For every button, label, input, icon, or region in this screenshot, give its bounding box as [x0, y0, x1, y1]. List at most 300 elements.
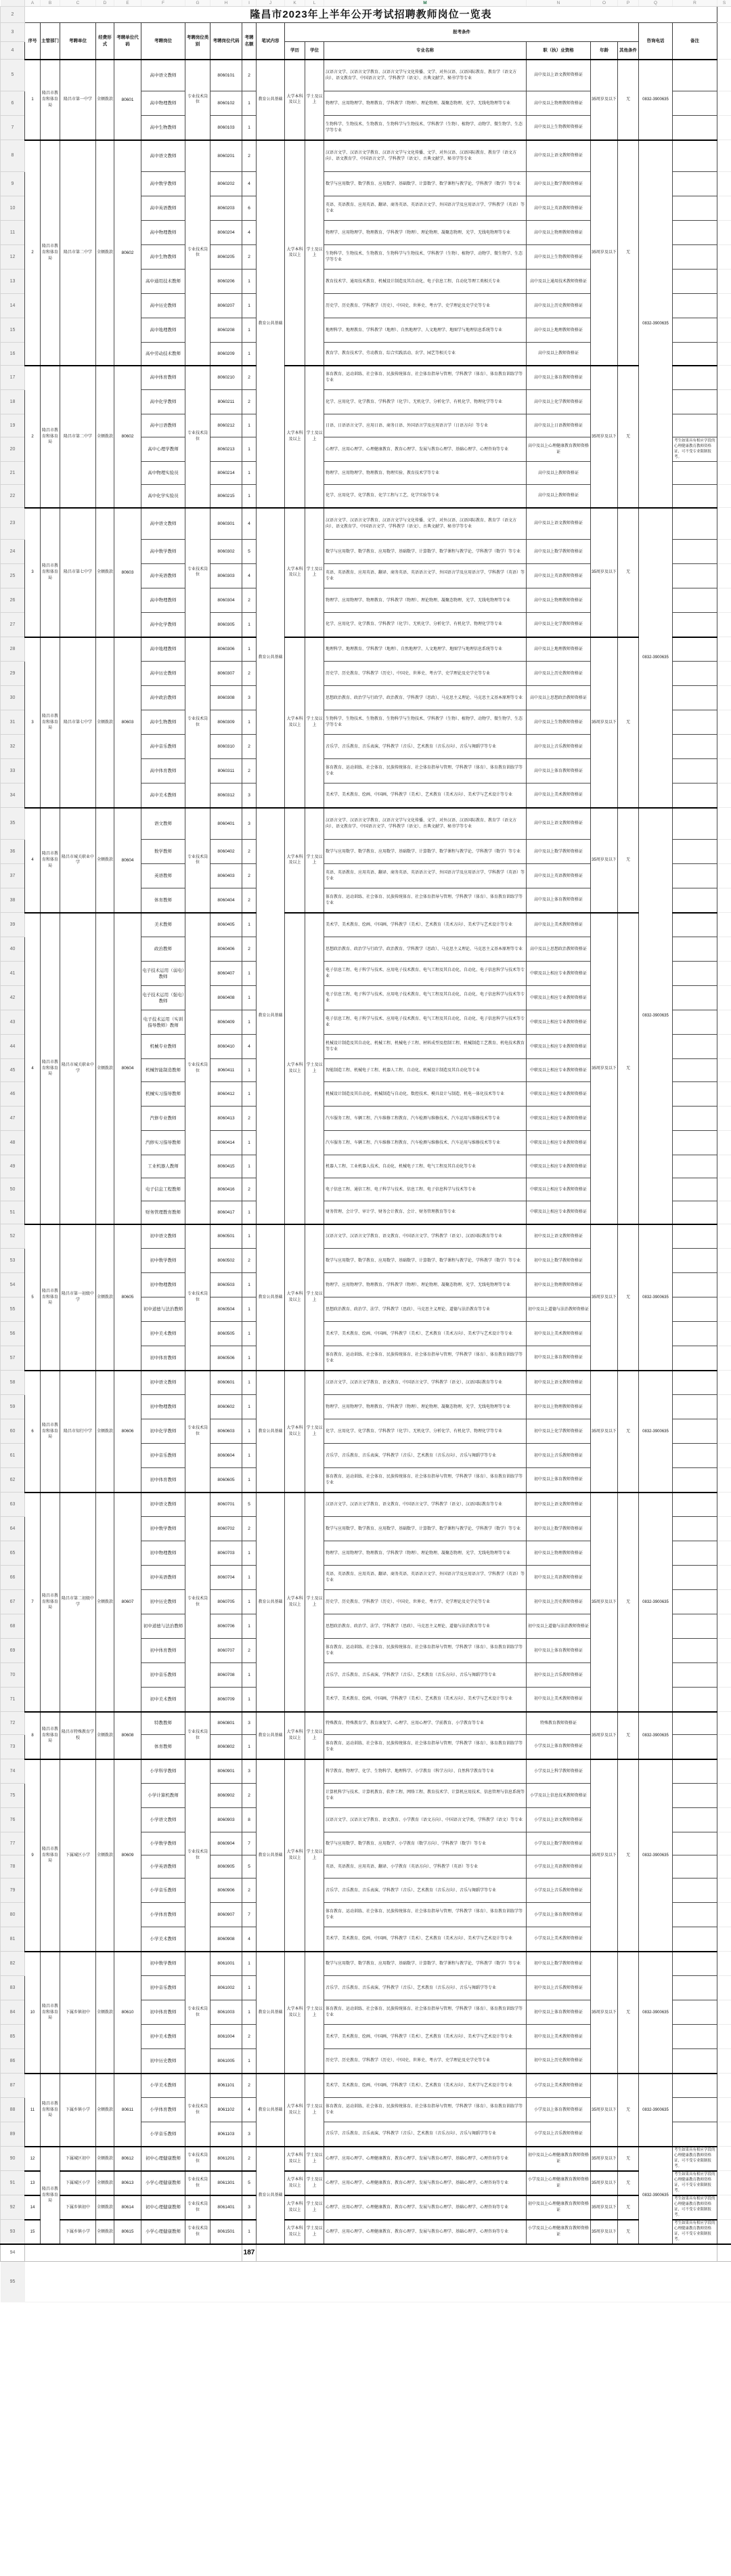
cell-quota[interactable]: 2 — [242, 937, 257, 962]
cell-post[interactable]: 高中化学教师 — [141, 613, 185, 637]
cell-unit-code[interactable]: 80609 — [114, 1759, 141, 1952]
cell-quota[interactable]: 1 — [242, 2000, 257, 2025]
cell-quota[interactable]: 1 — [242, 1468, 257, 1493]
cell-quota[interactable]: 1 — [242, 1297, 257, 1322]
cell-other[interactable]: 无 — [618, 508, 639, 637]
cell-remark[interactable] — [673, 2049, 717, 2074]
cell-cert[interactable]: 初中及以上体育教师资格证 — [527, 2000, 591, 2025]
cell-dept[interactable]: 隆昌市教育和体育局 — [41, 913, 60, 1224]
cell-cert[interactable]: 初中及以上化学教师资格证 — [527, 1419, 591, 1444]
column-letter[interactable]: L — [305, 0, 324, 7]
cell-unit-code[interactable]: 80601 — [114, 60, 141, 140]
row-number[interactable]: 15 — [1, 318, 25, 343]
cell-remark[interactable] — [673, 414, 717, 437]
cell-seq[interactable]: 13 — [25, 2171, 41, 2195]
cell-age[interactable]: 35周岁及以下 — [591, 1952, 618, 2074]
outside-cell[interactable] — [717, 759, 731, 783]
cell-quota[interactable]: 2 — [242, 2025, 257, 2049]
cell-major[interactable]: 地理科学、地理教育、学科教学（地理）、自然地理学、人文地理学、地图学与地理信息系统等专业 — [324, 637, 527, 662]
outside-cell[interactable] — [717, 783, 731, 808]
cell-cert[interactable]: 高中及以上语文教师资格证 — [527, 60, 591, 91]
row-number[interactable]: 40 — [1, 937, 25, 962]
cell-other[interactable]: 无 — [618, 1952, 639, 2074]
cell-major[interactable]: 特殊教育、特殊教育学、教育康复学、心理学、应用心理学、学前教育、小学教育等专业 — [324, 1712, 527, 1735]
cell-major[interactable]: 汽车服务工程、车辆工程、汽车维修工程教育、汽车检测与维修技术、汽车运用与维修技术等专业 — [324, 1131, 527, 1155]
cell-exam[interactable]: 教育公共基础 — [257, 60, 285, 140]
cell-post-code[interactable]: 8061401 — [211, 2195, 242, 2220]
row-number[interactable]: 45 — [1, 1059, 25, 1082]
cell-remark[interactable] — [673, 1107, 717, 1131]
cell-post-code[interactable]: 8060207 — [211, 294, 242, 318]
cell-seq[interactable]: 12 — [25, 2147, 41, 2171]
cell-unit[interactable]: 隆昌市第一中学 — [60, 60, 96, 140]
cell-quota[interactable]: 2 — [242, 662, 257, 686]
cell-cert[interactable]: 初中及以上心理健康教育教师资格证 — [527, 2195, 591, 2220]
cell-cert[interactable]: 高中及以上美术教师资格证 — [527, 913, 591, 937]
cell-cert[interactable]: 中职及以上相应专业教师资格证 — [527, 1010, 591, 1035]
cell-remark[interactable] — [673, 1178, 717, 1201]
cell-degree[interactable]: 学士及以上 — [305, 1952, 324, 2074]
outside-cell[interactable] — [717, 221, 731, 245]
cell-major[interactable]: 体育教育、运动训练、社会体育、民族传统体育、社会体育指导与管理、学科教学（体育）、体育教育训练学等专业 — [324, 1735, 527, 1759]
cell-post[interactable]: 高中英语教师 — [141, 564, 185, 588]
cell-remark[interactable] — [673, 540, 717, 564]
cell-degree[interactable]: 学士及以上 — [305, 1712, 324, 1759]
outside-cell[interactable] — [717, 1663, 731, 1688]
cell-remark[interactable] — [673, 140, 717, 172]
cell-cert[interactable]: 初中及以上数学教师资格证 — [527, 1517, 591, 1541]
cell-post-type[interactable]: 专业技术岗位 — [185, 913, 211, 1224]
outside-cell[interactable] — [717, 1855, 731, 1879]
cell-quota[interactable]: 2 — [242, 2147, 257, 2171]
cell-age[interactable]: 35周岁及以下 — [591, 2171, 618, 2195]
cell-post-code[interactable]: 8060101 — [211, 60, 242, 91]
cell-post-code[interactable]: 8060301 — [211, 508, 242, 540]
cell-post[interactable]: 小学音乐教师 — [141, 2122, 185, 2147]
cell-cert[interactable]: 初中及以上英语教师资格证 — [527, 1566, 591, 1590]
cell-post-code[interactable]: 8060701 — [211, 1493, 242, 1517]
outside-cell[interactable] — [717, 1903, 731, 1927]
cell-post-code[interactable]: 8060307 — [211, 662, 242, 686]
cell-remark[interactable] — [673, 1688, 717, 1712]
row-number[interactable]: 62 — [1, 1468, 25, 1493]
cell-cert[interactable]: 高中及以上教师资格证 — [527, 462, 591, 485]
cell-age[interactable]: 35周岁及以下 — [591, 1371, 618, 1493]
cell-quota[interactable]: 2 — [242, 390, 257, 414]
cell-post[interactable]: 初中美术教师 — [141, 1688, 185, 1712]
row-number[interactable]: 92 — [1, 2195, 25, 2220]
cell-major[interactable]: 体育教育、运动训练、社会体育、民族传统体育、社会体育指导与管理、学科教学（体育）、体育教育训练学等专业 — [324, 1346, 527, 1371]
outside-cell[interactable] — [717, 840, 731, 864]
cell-cert[interactable]: 高中及以上地理教师资格证 — [527, 637, 591, 662]
cell-age[interactable]: 35周岁及以下 — [591, 2074, 618, 2147]
cell-post[interactable]: 初中心理健康教师 — [141, 2147, 185, 2171]
cell-quota[interactable]: 3 — [242, 2195, 257, 2220]
empty-cell[interactable] — [25, 2262, 731, 2302]
row-number[interactable]: 85 — [1, 2025, 25, 2049]
cell-quota[interactable]: 2 — [242, 1107, 257, 1131]
cell-quota[interactable]: 1 — [242, 1322, 257, 1346]
outside-cell[interactable] — [717, 2000, 731, 2025]
cell-unit-code[interactable]: 80612 — [114, 2147, 141, 2171]
outside-cell[interactable] — [717, 2074, 731, 2098]
row-number[interactable]: 21 — [1, 462, 25, 485]
cell-post-code[interactable]: 8060602 — [211, 1395, 242, 1419]
cell-degree[interactable]: 学士及以上 — [305, 1371, 324, 1493]
cell-post[interactable]: 高中日语教师 — [141, 414, 185, 437]
cell-remark[interactable] — [673, 1419, 717, 1444]
cell-remark[interactable] — [673, 1614, 717, 1639]
cell-age[interactable]: 35周岁及以下 — [591, 2220, 618, 2244]
cell-seq[interactable]: 4 — [25, 913, 41, 1224]
cell-cert[interactable]: 初中及以上语文教师资格证 — [527, 1224, 591, 1249]
cell-other[interactable]: 无 — [618, 913, 639, 1224]
cell-quota[interactable]: 1 — [242, 1688, 257, 1712]
cell-cert[interactable]: 小学及以上科学教师资格证 — [527, 1759, 591, 1784]
cell-cert[interactable]: 小学及以上心理健康教育教师资格证 — [527, 2220, 591, 2244]
cell-post-code[interactable]: 8060604 — [211, 1444, 242, 1468]
cell-seq[interactable]: 3 — [25, 508, 41, 637]
cell-remark[interactable] — [673, 2000, 717, 2025]
cell-quota[interactable]: 4 — [242, 1035, 257, 1059]
row-number[interactable]: 55 — [1, 1297, 25, 1322]
cell-cert[interactable]: 小学及以上心理健康教育教师资格证 — [527, 2171, 591, 2195]
cell-quota[interactable]: 1 — [242, 462, 257, 485]
cell-post[interactable]: 高中地理教师 — [141, 318, 185, 343]
cell-remark[interactable] — [673, 864, 717, 888]
cell-post[interactable]: 小学体育教师 — [141, 1903, 185, 1927]
cell-major[interactable]: 物理学、应用物理学、物理教育、学科教学（物理）、理论物理、凝聚态物理、光学、无线电物理等专业 — [324, 1395, 527, 1419]
cell-phone[interactable]: 0832-3900635 — [639, 1712, 673, 1759]
cell-other[interactable]: 无 — [618, 1224, 639, 1371]
cell-major[interactable]: 体育教育、运动训练、社会体育、民族传统体育、社会体育指导与管理、学科教学（体育）、体育教育训练学等专业 — [324, 759, 527, 783]
cell-post[interactable]: 初中物理教师 — [141, 1541, 185, 1566]
row-number[interactable]: 5 — [1, 60, 25, 91]
outside-cell[interactable] — [717, 91, 731, 116]
cell-unit-code[interactable]: 80603 — [114, 508, 141, 637]
cell-remark[interactable] — [673, 1444, 717, 1468]
cell-remark[interactable] — [673, 485, 717, 508]
row-number[interactable]: 7 — [1, 116, 25, 140]
cell-post[interactable]: 初中体育教师 — [141, 2000, 185, 2025]
row-number[interactable]: 35 — [1, 808, 25, 840]
cell-seq[interactable]: 2 — [25, 140, 41, 366]
row-number[interactable]: 91 — [1, 2171, 25, 2195]
column-letter[interactable]: I — [242, 0, 257, 7]
cell-cert[interactable]: 高中及以上数学教师资格证 — [527, 172, 591, 196]
cell-age[interactable]: 35周岁及以下 — [591, 808, 618, 913]
cell-other[interactable]: 无 — [618, 60, 639, 140]
cell-post-code[interactable]: 8060209 — [211, 343, 242, 366]
cell-remark[interactable] — [673, 390, 717, 414]
cell-dept[interactable]: 隆昌市教育和体育局 — [41, 508, 60, 637]
cell-major[interactable]: 汉语言文学、汉语言文学教育、语文教育、中国语言文学、学科教学（语文）、汉语国际教育等专业 — [324, 1371, 527, 1395]
row-number[interactable]: 82 — [1, 1952, 25, 1976]
cell-remark[interactable] — [673, 91, 717, 116]
outside-cell[interactable] — [717, 686, 731, 710]
cell-quota[interactable]: 1 — [242, 1059, 257, 1082]
cell-major[interactable]: 汽车服务工程、车辆工程、汽车维修工程教育、汽车检测与维修技术、汽车运用与维修技术等专业 — [324, 1107, 527, 1131]
cell-post[interactable]: 初中美术教师 — [141, 1322, 185, 1346]
cell-post-type[interactable]: 专业技术岗位 — [185, 2074, 211, 2147]
cell-major[interactable]: 英语、英语教育、应用英语、翻译、商务英语、英语语言文学、外国语言学及应用语言学、学科教学（英语）等专业 — [324, 864, 527, 888]
cell-post[interactable]: 政治教师 — [141, 937, 185, 962]
cell-quota[interactable]: 2 — [242, 60, 257, 91]
cell-post[interactable]: 高中体育教师 — [141, 759, 185, 783]
cell-major[interactable]: 计算机科学与技术、计算机教育、软件工程、网络工程、教育技术学、计算机应用技术、信息管理与信息系统等专业 — [324, 1784, 527, 1808]
cell-age[interactable]: 35周岁及以下 — [591, 2147, 618, 2171]
cell-remark[interactable] — [673, 1493, 717, 1517]
outside-cell[interactable] — [717, 343, 731, 366]
column-letter[interactable]: E — [114, 0, 141, 7]
cell-exam[interactable]: 教育公共基础 — [257, 1224, 285, 1371]
cell-remark[interactable] — [673, 710, 717, 735]
row-number[interactable]: 65 — [1, 1541, 25, 1566]
outside-cell[interactable] — [717, 1010, 731, 1035]
cell-remark[interactable] — [673, 840, 717, 864]
cell-post[interactable]: 初中物理教师 — [141, 1395, 185, 1419]
cell-post-type[interactable]: 专业技术岗位 — [185, 1712, 211, 1759]
cell-major[interactable]: 汉语言文学、汉语言文学教育、汉语言文学与文化传播、文学、对外汉语、汉语国际教育、教育学（语文方向）、语文教育学、中国语言文学、学科教学（语文）、古典文献学、秘书学等专业 — [324, 140, 527, 172]
cell-major[interactable]: 数学与应用数学、数学教育、应用数学、基础数学、计算数学、数学课程与教学论、学科教学（数学）等专业 — [324, 172, 527, 196]
cell-post-code[interactable]: 8060907 — [211, 1903, 242, 1927]
outside-cell[interactable] — [717, 1712, 731, 1735]
cell-post-code[interactable]: 8060504 — [211, 1297, 242, 1322]
cell-major[interactable]: 心理学、应用心理学、心理健康教育、教育心理学、发展与教育心理学、基础心理学、心理咨询等专业 — [324, 2220, 527, 2244]
cell-remark[interactable] — [673, 2122, 717, 2147]
cell-post[interactable]: 小学计算机教师 — [141, 1784, 185, 1808]
row-number[interactable]: 79 — [1, 1879, 25, 1903]
cell-post-code[interactable]: 8060103 — [211, 116, 242, 140]
cell-seq[interactable]: 8 — [25, 1712, 41, 1759]
cell-remark[interactable] — [673, 1784, 717, 1808]
cell-seq[interactable]: 1 — [25, 60, 41, 140]
cell-cert[interactable]: 小学及以上美术教师资格证 — [527, 2074, 591, 2098]
cell-quota[interactable]: 1 — [242, 116, 257, 140]
cell-post[interactable]: 电子信息工程教师 — [141, 1178, 185, 1201]
row-number[interactable]: 70 — [1, 1663, 25, 1688]
cell-remark[interactable] — [673, 1566, 717, 1590]
outside-cell[interactable] — [717, 1759, 731, 1784]
cell-post-type[interactable]: 专业技术岗位 — [185, 60, 211, 140]
cell-remark[interactable] — [673, 508, 717, 540]
row-number[interactable]: 94 — [1, 2244, 25, 2262]
cell-major[interactable]: 电子信息工程、电子科学与技术、应用电子技术教育、电气工程及其自动化、自动化、电子信息科学与技术等专业 — [324, 1010, 527, 1035]
cell-major[interactable]: 英语、英语教育、应用英语、翻译、商务英语、英语语言文学、外国语言学及应用语言学、学科教学（英语）等专业 — [324, 564, 527, 588]
cell-post[interactable]: 高中数学教师 — [141, 540, 185, 564]
cell-seq[interactable]: 15 — [25, 2220, 41, 2244]
cell-post-code[interactable]: 8060201 — [211, 140, 242, 172]
cell-remark[interactable] — [673, 1249, 717, 1273]
cell-remark[interactable]: 考生如果具有相应学段的心理健康教育教师资格证，可不受专业限制报考。 — [673, 2171, 717, 2195]
cell-dept[interactable]: 隆昌市教育和体育局 — [41, 366, 60, 508]
cell-cert[interactable]: 高中及以上英语教师资格证 — [527, 196, 591, 221]
outside-cell[interactable] — [717, 116, 731, 140]
cell-cert[interactable]: 小学及以上音乐教师资格证 — [527, 2122, 591, 2147]
row-number[interactable]: 46 — [1, 1082, 25, 1107]
cell-degree[interactable]: 学士及以上 — [305, 366, 324, 508]
cell-remark[interactable] — [673, 1395, 717, 1419]
cell-major[interactable]: 教育学、教育技术学、劳动教育、综合实践活动、农学、园艺等相关专业 — [324, 343, 527, 366]
outside-cell[interactable] — [717, 1614, 731, 1639]
outside-cell[interactable] — [717, 1419, 731, 1444]
cell-post-code[interactable]: 8060210 — [211, 366, 242, 390]
cell-post[interactable]: 高中语文教师 — [141, 508, 185, 540]
row-number[interactable]: 6 — [1, 91, 25, 116]
cell-cert[interactable]: 高中及以上历史教师资格证 — [527, 662, 591, 686]
row-number[interactable]: 68 — [1, 1614, 25, 1639]
cell-cert[interactable]: 高中及以上通用技术教师资格证 — [527, 270, 591, 294]
cell-cert[interactable]: 高中及以上体育教师资格证 — [527, 759, 591, 783]
outside-cell[interactable] — [717, 637, 731, 662]
cell-age[interactable]: 35周岁及以下 — [591, 1759, 618, 1952]
cell-cert[interactable]: 高中及以上化学教师资格证 — [527, 390, 591, 414]
row-number[interactable]: 49 — [1, 1155, 25, 1178]
cell-post-code[interactable]: 8060708 — [211, 1663, 242, 1688]
cell-quota[interactable]: 1 — [242, 613, 257, 637]
cell-unit[interactable]: 隆昌市第一初级中学 — [60, 1224, 96, 1371]
cell-dept[interactable]: 隆昌市教育和体育局 — [41, 2147, 60, 2244]
cell-cert[interactable]: 高中及以上地理教师资格证 — [527, 318, 591, 343]
cell-major[interactable]: 数学与应用数学、数学教育、应用数学、基础数学、计算数学、数学课程与教学论、学科教学（数学）等专业 — [324, 540, 527, 564]
cell-cert[interactable]: 高中及以上物理教师资格证 — [527, 221, 591, 245]
cell-major[interactable]: 地理科学、地理教育、学科教学（地理）、自然地理学、人文地理学、地图学与地理信息系统等专业 — [324, 318, 527, 343]
cell-edu[interactable]: 大学本科及以上 — [285, 1371, 305, 1493]
cell-dept[interactable]: 隆昌市教育和体育局 — [41, 1371, 60, 1493]
cell-post-type[interactable]: 专业技术岗位 — [185, 808, 211, 913]
cell-post[interactable]: 电子技术运用（实训指导教师）教师 — [141, 1010, 185, 1035]
cell-major[interactable]: 物理学、应用物理学、物理教育、学科教学（物理）、理论物理、凝聚态物理、光学、无线电物理等专业 — [324, 1273, 527, 1297]
row-number[interactable]: 48 — [1, 1131, 25, 1155]
cell-post[interactable]: 高中地理教师 — [141, 637, 185, 662]
cell-quota[interactable]: 2 — [242, 840, 257, 864]
row-number[interactable]: 19 — [1, 414, 25, 437]
cell-cert[interactable]: 中职及以上相应专业教师资格证 — [527, 962, 591, 986]
cell-quota[interactable]: 1 — [242, 1444, 257, 1468]
cell-major[interactable]: 美术学、美术教育、绘画、中国画、学科教学（美术）、艺术教育（美术方向）、美术学与艺术设计等专业 — [324, 2074, 527, 2098]
cell-post-code[interactable]: 8060213 — [211, 437, 242, 462]
cell-major[interactable]: 化学、应用化学、化学教育、学科教学（化学）、无机化学、分析化学、有机化学、物理化学等专业 — [324, 613, 527, 637]
cell-post[interactable]: 高中生物教师 — [141, 710, 185, 735]
cell-major[interactable]: 音乐学、音乐教育、音乐表演、学科教学（音乐）、艺术教育（音乐方向）、音乐与舞蹈学等专业 — [324, 1976, 527, 2000]
cell-post[interactable]: 初中数学教师 — [141, 1952, 185, 1976]
cell-unit-code[interactable]: 80615 — [114, 2220, 141, 2244]
cell-degree[interactable]: 学士及以上 — [305, 2220, 324, 2244]
cell-post-type[interactable]: 专业技术岗位 — [185, 2171, 211, 2195]
cell-degree[interactable]: 学士及以上 — [305, 913, 324, 1224]
cell-quota[interactable]: 1 — [242, 1419, 257, 1444]
cell-post-type[interactable]: 专业技术岗位 — [185, 508, 211, 637]
outside-cell[interactable] — [717, 1517, 731, 1541]
cell-edu[interactable]: 大学本科及以上 — [285, 1493, 305, 1712]
column-letter[interactable]: G — [185, 0, 211, 7]
outside-cell[interactable] — [717, 390, 731, 414]
cell-quota[interactable]: 1 — [242, 962, 257, 986]
cell-post-code[interactable]: 8060408 — [211, 986, 242, 1010]
cell-unit-code[interactable]: 80603 — [114, 637, 141, 808]
cell-major[interactable]: 科学教育、物理学、化学、生物科学、地理科学、小学教育（科学方向）、自然科学教育等专业 — [324, 1759, 527, 1784]
outside-cell[interactable] — [717, 294, 731, 318]
cell-post-type[interactable]: 专业技术岗位 — [185, 1952, 211, 2074]
cell-cert[interactable]: 中职及以上相应专业教师资格证 — [527, 1131, 591, 1155]
cell-post[interactable]: 高中生物教师 — [141, 116, 185, 140]
cell-major[interactable]: 数学与应用数学、数学教育、应用数学、基础数学、计算数学、数学课程与教学论、学科教学（数学）等专业 — [324, 840, 527, 864]
column-letter[interactable]: F — [141, 0, 185, 7]
outside-cell[interactable] — [717, 1952, 731, 1976]
cell-dept[interactable]: 隆昌市教育和体育局 — [41, 1493, 60, 1712]
column-letter[interactable]: C — [60, 0, 96, 7]
outside-cell[interactable] — [717, 23, 731, 60]
cell-major[interactable]: 物理学、应用物理学、物理教育、学科教学（物理）、理论物理、凝聚态物理、光学、无线电物理等专业 — [324, 1541, 527, 1566]
cell-seq[interactable]: 10 — [25, 1952, 41, 2074]
cell-post[interactable]: 初中语文教师 — [141, 1224, 185, 1249]
cell-cert[interactable]: 中职及以上相应专业教师资格证 — [527, 1201, 591, 1224]
cell-major[interactable]: 历史学、历史教育、学科教学（历史）、中国史、世界史、考古学、史学理论及史学史等专业 — [324, 662, 527, 686]
row-number[interactable]: 78 — [1, 1855, 25, 1879]
cell-quota[interactable]: 2 — [242, 864, 257, 888]
cell-post[interactable]: 高中通用技术教师 — [141, 270, 185, 294]
outside-cell[interactable] — [717, 437, 731, 462]
cell-remark[interactable] — [673, 343, 717, 366]
outside-cell[interactable] — [717, 2147, 731, 2171]
cell-remark[interactable] — [673, 1131, 717, 1155]
cell-seq[interactable]: 2 — [25, 366, 41, 508]
outside-cell[interactable] — [717, 1468, 731, 1493]
row-number[interactable]: 47 — [1, 1107, 25, 1131]
cell-major[interactable]: 心理学、应用心理学、心理健康教育、教育心理学、发展与教育心理学、基础心理学、心理咨询等专业 — [324, 2147, 527, 2171]
cell-post[interactable]: 小学美术教师 — [141, 2074, 185, 2098]
cell-cert[interactable]: 初中及以上美术教师资格证 — [527, 1688, 591, 1712]
cell-remark[interactable] — [673, 1541, 717, 1566]
cell-quota[interactable]: 1 — [242, 414, 257, 437]
cell-post-code[interactable]: 8060413 — [211, 1107, 242, 1131]
cell-cert[interactable]: 初中及以上体育教师资格证 — [527, 1639, 591, 1663]
cell-remark[interactable] — [673, 613, 717, 637]
cell-post-code[interactable]: 8060303 — [211, 564, 242, 588]
column-letter[interactable]: H — [211, 0, 242, 7]
cell-post-code[interactable]: 8060309 — [211, 710, 242, 735]
cell-major[interactable]: 英语、英语教育、应用英语、翻译、商务英语、英语语言文学、外国语言学及应用语言学、学科教学（英语）等专业 — [324, 1566, 527, 1590]
cell-unit-code[interactable]: 80611 — [114, 2074, 141, 2147]
cell-remark[interactable] — [673, 1759, 717, 1784]
cell-post[interactable]: 汽修专业教师 — [141, 1107, 185, 1131]
cell-quota[interactable]: 1 — [242, 1131, 257, 1155]
cell-remark[interactable] — [673, 1468, 717, 1493]
cell-remark[interactable] — [673, 735, 717, 759]
cell-remark[interactable] — [673, 60, 717, 91]
cell-major[interactable]: 物理学、应用物理学、物理教育、学科教学（物理）、理论物理、凝聚态物理、光学、无线电物理等专业 — [324, 588, 527, 613]
total-row-left[interactable] — [25, 2244, 242, 2262]
cell-quota[interactable]: 1 — [242, 2220, 257, 2244]
cell-unit-code[interactable]: 80602 — [114, 366, 141, 508]
row-number[interactable]: 2 — [1, 7, 25, 23]
cell-cert[interactable]: 高中及以上历史教师资格证 — [527, 294, 591, 318]
cell-quota[interactable]: 1 — [242, 1541, 257, 1566]
cell-other[interactable]: 无 — [618, 366, 639, 508]
row-number[interactable]: 8 — [1, 140, 25, 172]
cell-post-type[interactable]: 专业技术岗位 — [185, 140, 211, 366]
cell-quota[interactable]: 2 — [242, 735, 257, 759]
cell-seq[interactable]: 5 — [25, 1224, 41, 1371]
cell-quota[interactable]: 1 — [242, 2049, 257, 2074]
row-number[interactable]: 69 — [1, 1639, 25, 1663]
cell-remark[interactable] — [673, 462, 717, 485]
cell-edu[interactable]: 大学本科及以上 — [285, 808, 305, 913]
cell-post[interactable]: 高中历史教师 — [141, 662, 185, 686]
cell-unit-code[interactable]: 80604 — [114, 808, 141, 913]
cell-post-code[interactable]: 8060205 — [211, 245, 242, 270]
cell-cert[interactable]: 初中及以上历史教师资格证 — [527, 1590, 591, 1614]
